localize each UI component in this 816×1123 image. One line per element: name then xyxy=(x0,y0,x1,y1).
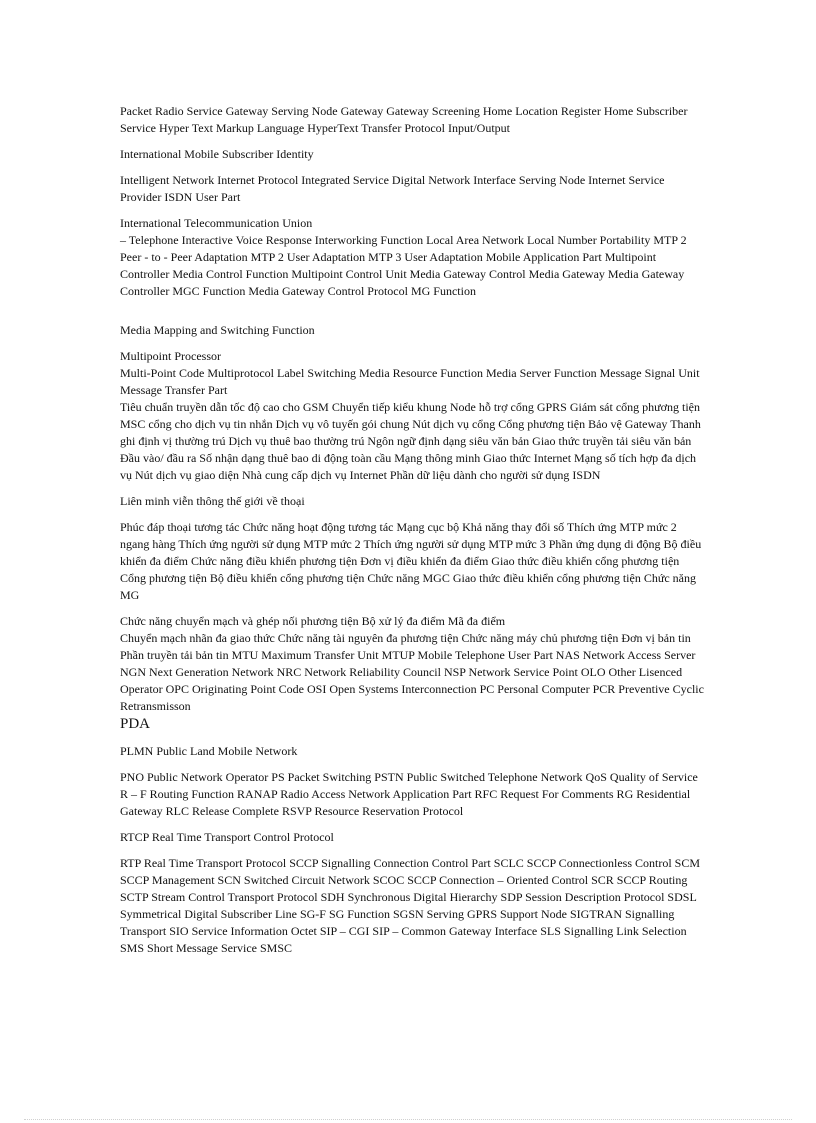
paragraph-mixed-terms: Chuyển mạch nhãn đa giao thức Chức năng tài nguyên đa phương tiện Chức năng máy chủ phương tiện Đơn vị bản tin Phần truyền tải bản tin MTU Maximum Transfer Unit MTUP Mobile Telephone User Part NAS Network Access Server NGN Next Generation Network NRC Network Reliability Council NSP Network Service Point OLO Other Lisenced Operator OPC Originating Point Code OSI Open Systems Interconnection PC Personal Computer PCR Preventive Cyclic Retransmisson xyxy=(120,631,704,713)
paragraph-media-mapping: Media Mapping and Switching Function xyxy=(120,323,315,337)
paragraph-multipoint-code: Multi-Point Code Multiprotocol Label Switching Media Resource Function Media Server Function Message Signal Unit Message Transfer Part xyxy=(120,366,700,397)
paragraph-vietnamese-terms-1: Tiêu chuẩn truyền dẫn tốc độ cao cho GSM Chuyển tiếp kiểu khung Node hỗ trợ cổng GPRS Giám sát cổng phương tiện MSC cổng cho dịch vụ tin nhắn Dịch vụ vô tuyến gói chung Nút dịch vụ cổng Cổng phương tiện Bảo vệ Gateway Thanh ghi định vị thường trú Dịch vụ thuê bao thường trú Ngôn ngữ định dạng siêu văn bản Giao thức truyền tải siêu văn bản Đầu vào/ đầu ra Số nhận dạng thuê bao di động toàn cầu Mạng thông minh Giao thức Internet Mạng số tích hợp đa dịch vụ Nút dịch vụ giao diện Nhà cung cấp dịch vụ Internet Phần dữ liệu dành cho người sử dụng ISDN xyxy=(120,400,701,482)
paragraph-intelligent-network: Intelligent Network Internet Protocol Integrated Service Digital Network Interface Serving Node Internet Service Provider ISDN User Part xyxy=(120,173,665,204)
paragraph-rtcp: RTCP Real Time Transport Control Protocol xyxy=(120,830,334,844)
paragraph-multipoint-processor: Multipoint Processor xyxy=(120,349,221,363)
paragraph-switching-function-vi: Chức năng chuyển mạch và ghép nối phương tiện Bộ xử lý đa điểm Mã đa điểm xyxy=(120,614,506,628)
paragraph-gateway-terms: Packet Radio Service Gateway Serving Node Gateway Gateway Screening Home Location Register Home Subscriber Service Hyper Text Markup Language HyperText Transfer Protocol Input/Output xyxy=(120,104,688,135)
paragraph-imsi: International Mobile Subscriber Identity xyxy=(120,147,314,161)
paragraph-telephone-terms: – Telephone Interactive Voice Response Interworking Function Local Area Network Local Number Portability MTP 2 Peer - to - Peer Adaptation MTP 2 User Adaptation MTP 3 User Adaptation Mobile Application Part Multipoint Controller Media Control Function Multipoint Control Unit Media Gateway Control Media Gateway Media Gateway Controller MGC Function Media Gateway Control Protocol MG Function xyxy=(120,233,687,298)
page-bottom-divider xyxy=(24,1119,792,1120)
document-body xyxy=(120,103,705,966)
paragraph-pda: PDA xyxy=(120,716,151,732)
paragraph-pno-terms: PNO Public Network Operator PS Packet Switching PSTN Public Switched Telephone Network QoS Quality of Service R – F Routing Function RANAP Radio Access Network Application Part RFC Request For Comments RG Residential Gateway RLC Release Complete RSVP Resource Reservation Protocol xyxy=(120,770,698,818)
paragraph-vietnamese-terms-2: Phúc đáp thoại tương tác Chức năng hoạt động tương tác Mạng cục bộ Khả năng thay đổi số Thích ứng MTP mức 2 ngang hàng Thích ứng người sử dụng MTP mức 2 Thích ứng người sử dụng MTP mức 3 Phần ứng dụng di động Bộ điều khiển đa điểm Chức năng điều khiển phương tiện Đơn vị điều khiển đa điểm Giao thức điều khiển cổng phương tiện Cổng phương tiện Bộ điều khiển cổng phương tiện Chức năng MGC Giao thức điều khiển cổng phương tiện Chức năng MG xyxy=(120,520,702,602)
paragraph-plmn: PLMN Public Land Mobile Network xyxy=(120,744,298,758)
paragraph-itu-heading: International Telecommunication Union xyxy=(120,216,313,230)
paragraph-itu-vietnamese: Liên minh viễn thông thế giới về thoại xyxy=(120,494,305,508)
paragraph-rtp-terms: RTP Real Time Transport Protocol SCCP Signalling Connection Control Part SCLC SCCP Connectionless Control SCM SCCP Management SCN Switched Circuit Network SCOC SCCP Connection – Oriented Control SCR SCCP Routing SCTP Stream Control Transport Protocol SDH Synchronous Digital Hierarchy SDP Session Description Protocol SDSL Symmetrical Digital Subscriber Line SG-F SG Function SGSN Serving GPRS Support Node SIGTRAN Signalling Transport SIO Service Information Octet SIP – CGI SIP – Common Gateway Interface SLS Signalling Link Selection SMS Short Message Service SMSC xyxy=(120,856,701,955)
